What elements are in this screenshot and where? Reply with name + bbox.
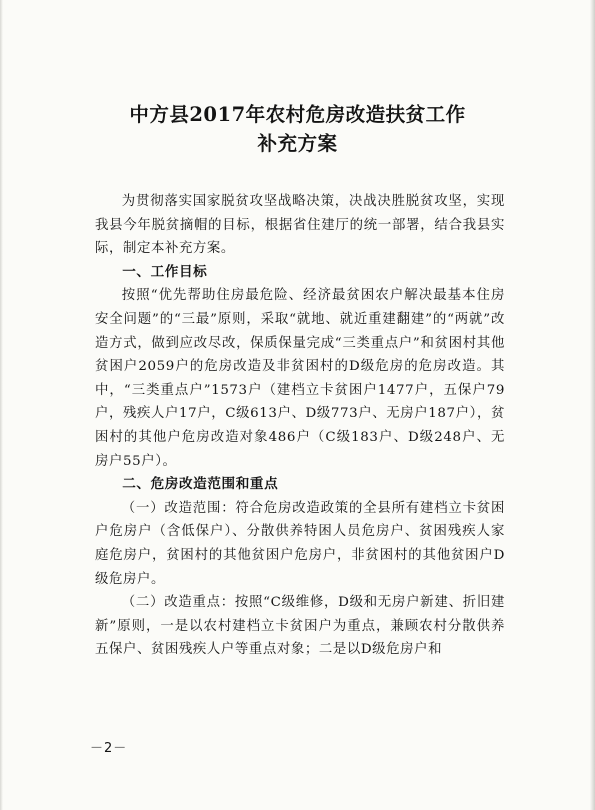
focus-paragraph: （二）改造重点：按照“C级维修，D级和无房户新建、折旧建新”原则，一是以农村建档立卡贫困户为重点，兼顾农村分散供养五保户、贫困残疾人户等重点对象；二是以D级危房户和 bbox=[95, 595, 505, 658]
scope-paragraph: （一）改造范围：符合危房改造政策的全县所有建档立卡贫困户危房户（含低保户）、分散供养特困人员危房户、贫困残疾人家庭危房户，贫困村的其他贫困户危房户，非贫困村的其他贫困户D级危房户。 bbox=[95, 500, 505, 587]
section-heading-scope-and-focus: 二、危房改造范围和重点 bbox=[122, 476, 279, 493]
section-heading-work-goals: 一、工作目标 bbox=[122, 263, 208, 280]
page-number: －2－ bbox=[90, 741, 128, 756]
intro-paragraph: 为贯彻落实国家脱贫攻坚战略决策，决战决胜脱贫攻坚，实现我县今年脱贫摘帽的目标，根据省住建厅的统一部署，结合我县实际，制定本补充方案。 bbox=[95, 194, 505, 257]
document-body bbox=[95, 190, 505, 662]
goals-paragraph: 按照“优先帮助住房最危险、经济最贫困农户解决最基本住房安全问题”的“三最”原则，采取“就地、就近重建翻建”的“两就”改造方式，做到应改尽改，保质保量完成“三类重点户”和贫困村其他贫困户2059户的危房改造及非贫困村的D级危房的危房改造。其中，“三类重点户”1573户（建档立卡贫困户1477户，五保户79户，残疾人户17户，C级613户、D级773户、无房户187户），贫困村的其他户危房改造对象486户（C级183户、D级248户、无房户55户）。 bbox=[95, 288, 505, 469]
document-title-line-1: 中方县2017年农村危房改造扶贫工作 bbox=[129, 103, 466, 126]
document-title-line-2: 补充方案 bbox=[257, 132, 338, 155]
